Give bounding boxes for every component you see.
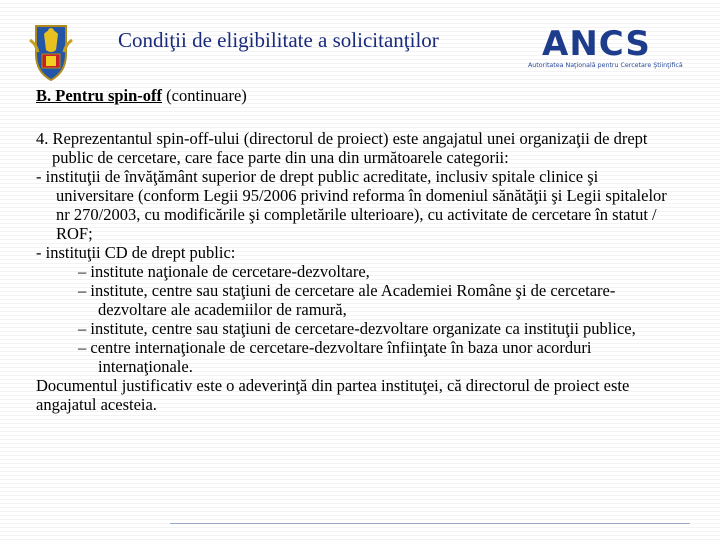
closing-paragraph: Documentul justificativ este o adeverinţă din partea instituţei, că directorul de proiect este angajatul acesteia. <box>36 376 630 414</box>
dash-item: – centre internaţionale de cercetare-dezvoltare înfiinţate în baza unor acorduri internaţionale. <box>78 338 592 376</box>
slide-body <box>36 86 676 414</box>
section-heading <box>36 86 676 105</box>
dash-item: – institute, centre sau staţiuni de cercetare-dezvoltare organizate ca instituţii publice, <box>78 319 636 338</box>
dash-item: – institute naţionale de cercetare-dezvoltare, <box>78 262 370 281</box>
logo-subtitle: Autoritatea Naţională pentru Cercetare Ştiinţifică <box>528 62 683 69</box>
bullet-cd-institutions: - instituţii CD de drept public: <box>36 243 236 262</box>
item-4: 4. Reprezentantul spin-off-ului (directorul de proiect) este angajatul unei organizaţii de drept public de cercetare, care face parte din una din următoarele categorii: <box>36 129 648 167</box>
page-title: Condiţii de eligibilitate a solicitanţilor <box>118 28 439 52</box>
logo-acronym: ANCS <box>542 24 651 64</box>
section-heading-bold: B. Pentru spin-off <box>36 86 163 105</box>
ancs-logo <box>528 24 688 74</box>
section-heading-rest: (continuare) <box>162 86 247 105</box>
romanian-coat-of-arms-icon <box>26 20 76 82</box>
bullet-universities: - instituţii de învăţământ superior de drept public acreditate, inclusiv spitale clinice şi universitare (conform Legii 95/2006 privind reforma în domeniul sănătăţii şi Legii spitalelor nr 270/2003, cu modificările şi completările ulterioare), cu activitate de cercetare în statut / ROF; <box>36 167 667 243</box>
dash-item: – institute, centre sau staţiuni de cercetare ale Academiei Române şi de cercetare-dezvoltare ale academiilor de ramură, <box>78 281 616 319</box>
footer-divider <box>170 523 690 524</box>
